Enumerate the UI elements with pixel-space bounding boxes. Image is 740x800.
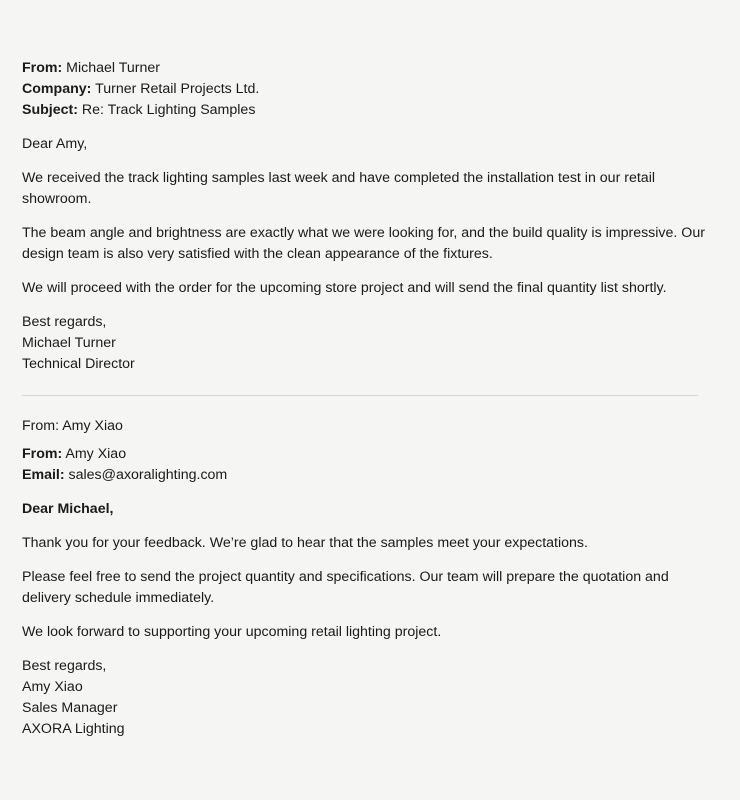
from-line (22, 58, 718, 79)
body-paragraph: We look forward to supporting your upcoming retail lighting project. (22, 624, 442, 640)
email-michael-turner (22, 0, 718, 375)
body-paragraph: The beam angle and brightness are exactly what we were looking for, and the build quality is impressive. Our design team is also very satisfied with the clean appearance of the fixtures. (22, 225, 705, 262)
email-line (22, 465, 718, 486)
from-label: From: (22, 60, 63, 76)
email-header (22, 444, 718, 486)
body-paragraph: We received the track lighting samples last week and have completed the installation test in our retail showroom. (22, 170, 655, 207)
email-header (22, 58, 718, 121)
signature-name: Amy Xiao (22, 679, 83, 695)
signature-closing: Best regards, (22, 314, 107, 330)
from-label: From: (22, 446, 63, 462)
from-line (22, 444, 718, 465)
body-paragraph: Please feel free to send the project quantity and specifications. Our team will prepare the quotation and delivery schedule immediately. (22, 569, 669, 606)
signature-block (22, 312, 718, 375)
from-value: Amy Xiao (65, 446, 127, 462)
signature-block (22, 656, 718, 740)
subject-value: Re: Track Lighting Samples (81, 102, 256, 118)
from-value: Michael Turner (66, 60, 160, 76)
email-divider (22, 395, 698, 396)
subject-line (22, 100, 718, 121)
company-line (22, 79, 718, 100)
body-paragraph: Thank you for your feedback. We’re glad to hear that the samples meet your expectations. (22, 535, 588, 551)
salutation: Dear Amy, (22, 136, 88, 152)
company-label: Company: (22, 81, 92, 97)
email-value: sales@axoralighting.com (68, 467, 228, 483)
signature-company: AXORA Lighting (22, 721, 125, 737)
subject-label: Subject: (22, 102, 78, 118)
body-paragraph: We will proceed with the order for the upcoming store project and will send the final quantity list shortly. (22, 280, 667, 296)
quoted-from-line: From: Amy Xiao (22, 418, 123, 434)
signature-closing: Best regards, (22, 658, 107, 674)
email-label: Email: (22, 467, 65, 483)
salutation: Dear Michael, (22, 501, 114, 517)
signature-title: Sales Manager (22, 700, 118, 716)
signature-title: Technical Director (22, 356, 135, 372)
company-value: Turner Retail Projects Ltd. (95, 81, 260, 97)
email-amy-xiao (22, 416, 718, 740)
signature-name: Michael Turner (22, 335, 116, 351)
